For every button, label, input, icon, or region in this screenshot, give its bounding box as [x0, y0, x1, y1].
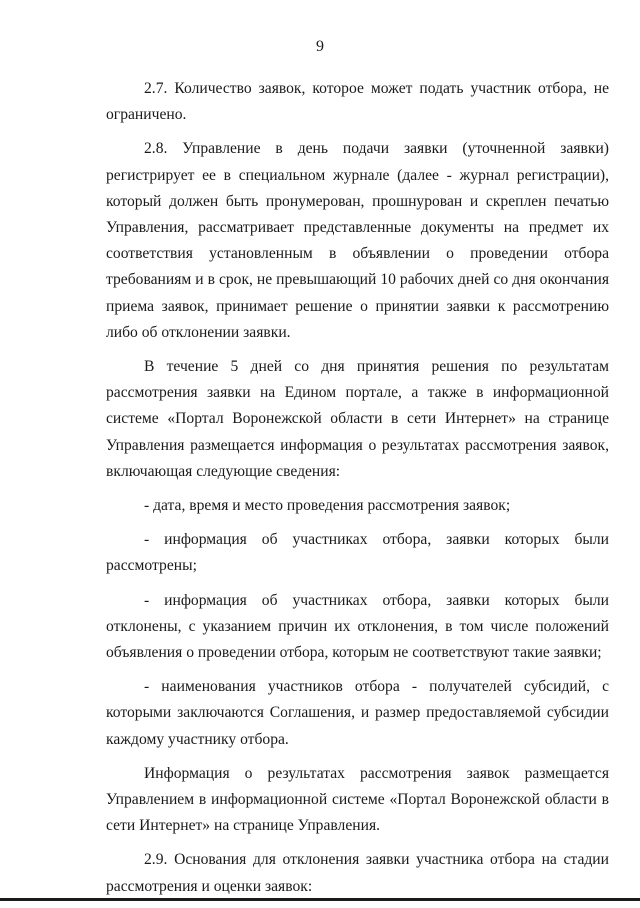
- paragraph-2-8: 2.8. Управление в день подачи заявки (уточненной заявки) регистрирует ее в специальном журнале (далее - журнал регистрации), который должен быть пронумерован, прошнурован и скреплен печатью Управления, рассматривает представленные документы на предмет их соответствия установленным в объявлении о проведении отбора требованиям и в срок, не превышающий 10 рабочих дней со дня окончания приема заявок, принимает решение о принятии заявки к рассмотрению либо об отклонении заявки.: [106, 140, 609, 341]
- list-item-date-time-place: - дата, время и место проведения рассмотрения заявок;: [144, 497, 511, 515]
- paragraph-2-7: 2.7. Количество заявок, которое может подать участник отбора, не ограничено.: [106, 80, 609, 124]
- list-item-reviewed-participants: - информация об участниках отбора, заявки которых были рассмотрены;: [106, 531, 609, 575]
- paragraph-2-9: 2.9. Основания для отклонения заявки участника отбора на стадии рассмотрения и оценки заявок:: [106, 851, 609, 895]
- paragraph-publication-terms: В течение 5 дней со дня принятия решения по результатам рассмотрения заявки на Едином портале, а также в информационной системе «Портал Воронежской области в сети Интернет» на странице Управления размещается информация о результатах рассмотрения заявок, включающая следующие сведения:: [106, 358, 609, 480]
- paragraph-results-publication: Информация о результатах рассмотрения заявок размещается Управлением в информационной системе «Портал Воронежской области в сети Интернет» на странице Управления.: [106, 764, 609, 835]
- list-item-subsidy-recipients: - наименования участников отбора - получателей субсидий, с которыми заключаются Соглашения, и размер предоставляемой субсидии каждому участнику отбора.: [106, 678, 609, 748]
- document-body: [106, 76, 609, 908]
- list-item-rejected-participants: - информация об участниках отбора, заявки которых были отклонены, с указанием причин их отклонения, в том числе положений объявления о проведении отбора, которым не соответствуют такие заявки;: [106, 591, 609, 662]
- page-number: 9: [316, 38, 324, 55]
